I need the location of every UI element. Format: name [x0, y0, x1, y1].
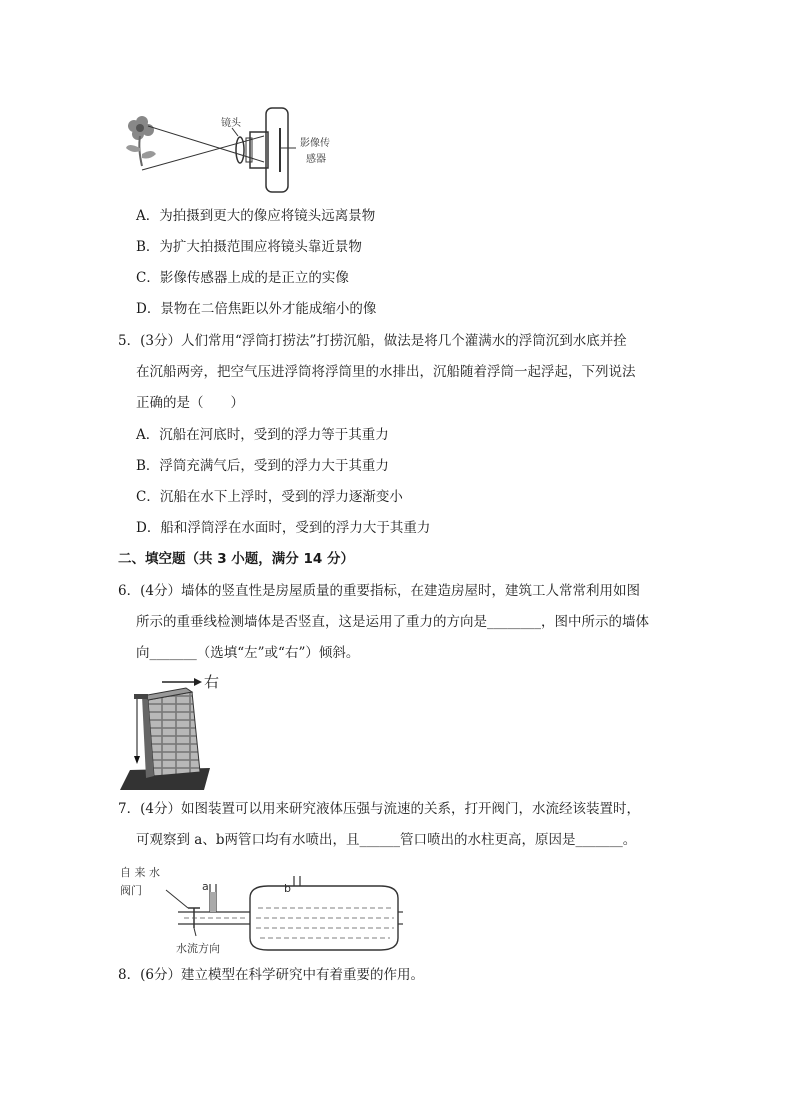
q5-stem-line-1: 5．(3分）人们常用“浮筒打捞法”打捞沉船，做法是将几个灌满水的浮筒沉到水底并拴 — [118, 333, 627, 349]
q4-option-d: D．景物在二倍焦距以外才能成缩小的像 — [136, 301, 377, 317]
wall-diagram — [120, 672, 230, 792]
q5-option-a: A．沉船在河底时，受到的浮力等于其重力 — [136, 427, 389, 443]
q6-stem-line-1: 6．(4分）墙体的竖直性是房屋质量的重要指标，在建造房屋时，建筑工人常常利用如图 — [118, 583, 640, 599]
q4-option-c: C．影像传感器上成的是正立的实像 — [136, 270, 349, 286]
q6-stem-line-2: 所示的重垂线检测墙体是否竖直，这是运用了重力的方向是________，图中所示的墙体 — [136, 614, 649, 630]
valve-label: 阀门 — [120, 884, 142, 897]
tap-water-label: 自 来 水 — [120, 866, 160, 879]
tube-a-label: a — [202, 880, 209, 893]
pipe-diagram — [118, 862, 403, 958]
q5-option-d: D．船和浮筒浮在水面时，受到的浮力大于其重力 — [136, 520, 431, 536]
flower-icon — [126, 116, 156, 166]
q7-stem-line-2: 可观察到 a、b两管口均有水喷出，且______管口喷出的水柱更高，原因是_______。 — [136, 832, 637, 848]
sensor-label-1: 影像传 — [300, 138, 330, 149]
q5-stem-line-3: 正确的是（ ） — [136, 395, 244, 411]
q7-stem-line-1: 7．(4分）如图装置可以用来研究液体压强与流速的关系，打开阀门，水流经该装置时， — [118, 801, 640, 817]
lens-icon — [236, 137, 244, 163]
q4-option-b: B．为扩大拍摄范围应将镜头靠近景物 — [136, 239, 362, 255]
q5-option-b: B．浮筒充满气后，受到的浮力大于其重力 — [136, 458, 389, 474]
q5-stem-line-2: 在沉船两旁，把空气压进浮筒将浮筒里的水排出，沉船随着浮筒一起浮起，下列说法 — [136, 364, 636, 380]
q8-stem: 8．(6分）建立模型在科学研究中有着重要的作用。 — [118, 967, 424, 983]
q5-option-c: C．沉船在水下上浮时，受到的浮力逐渐变小 — [136, 489, 403, 505]
direction-label: 右 — [204, 673, 220, 691]
flow-direction-label: 水流方向 — [176, 942, 220, 955]
q6-stem-line-3: 向_______（选填“左”或“右”）倾斜。 — [136, 645, 360, 661]
q4-option-a: A．为拍摄到更大的像应将镜头远离景物 — [136, 208, 376, 224]
lens-label: 镜头 — [221, 118, 241, 129]
sensor-label-2: 感器 — [306, 154, 326, 165]
tube-b-label: b — [284, 882, 291, 895]
camera-diagram — [118, 104, 358, 196]
section-heading: 二、填空题（共 3 小题，满分 14 分） — [118, 551, 354, 567]
